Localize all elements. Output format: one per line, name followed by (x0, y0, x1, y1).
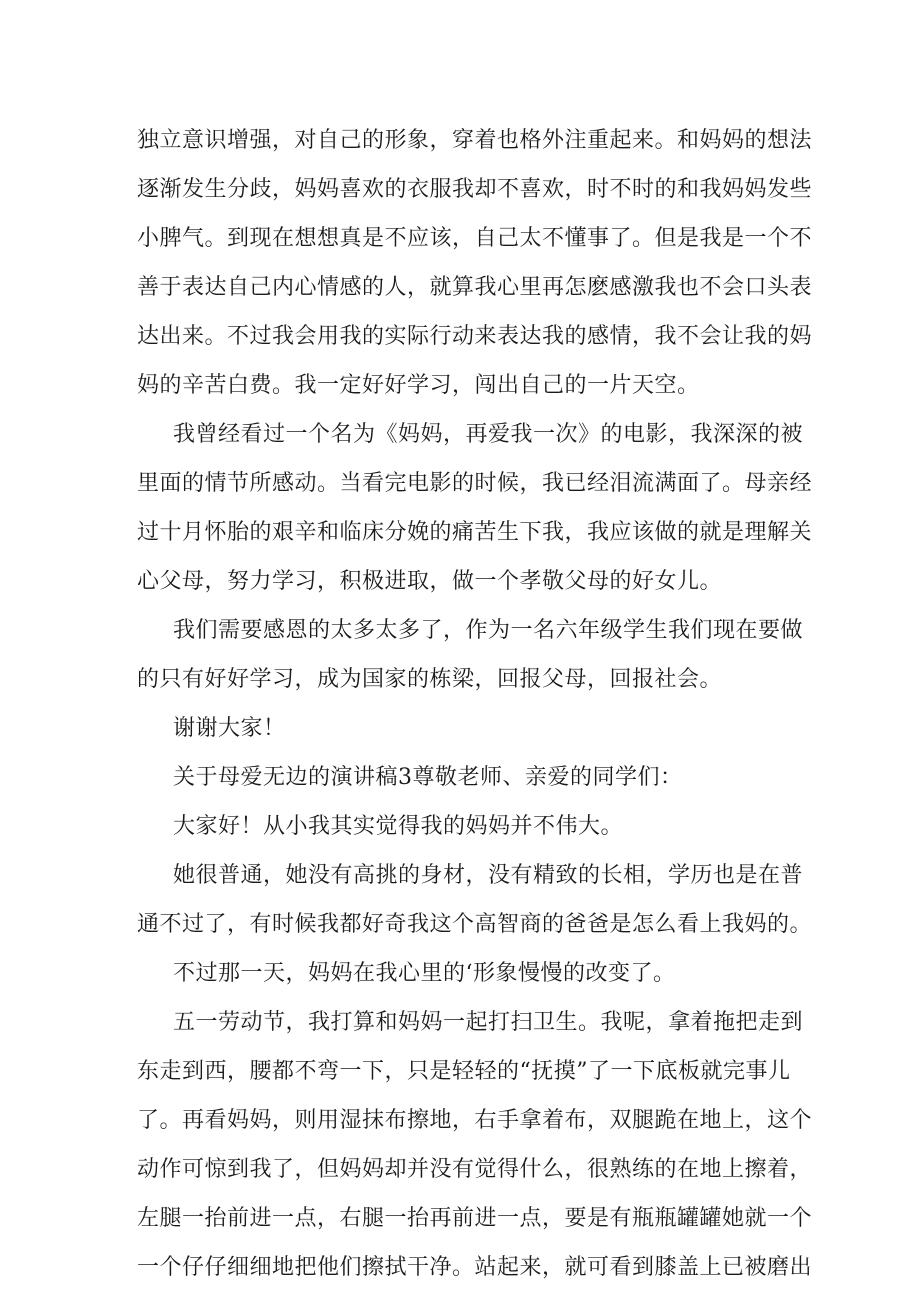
text-line: 东走到西，腰都不弯一下，只是轻轻的“抚摸”了一下底板就完事儿 (137, 1059, 791, 1084)
document-body (137, 116, 813, 1292)
paragraph-first-line: 她很普通，她没有高挑的身材，没有精致的长相，学历也是在普 (173, 863, 804, 888)
text-line: 小脾气。到现在想想真是不应该，自己太不懂事了。但是我是一个不 (137, 226, 813, 251)
text-line: 过十月怀胎的艰辛和临床分娩的痛苦生下我，我应该做的就是理解关 (137, 520, 813, 545)
text-line: 里面的情节所感动。当看完电影的时候，我已经泪流满面了。母亲经 (137, 471, 813, 496)
text-line: 逐渐发生分歧，妈妈喜欢的衣服我却不喜欢，时不时的和我妈妈发些 (137, 177, 813, 202)
paragraph-first-line: 我们需要感恩的太多太多了，作为一名六年级学生我们现在要做 (173, 618, 804, 643)
paragraph-first-line: 我曾经看过一个名为《妈妈，再爱我一次》的电影，我深深的被 (173, 422, 804, 447)
text-line: 善于表达自己内心情感的人，就算我心里再怎麽感激我也不会口头表 (137, 275, 813, 300)
paragraph-first-line: 五一劳动节，我打算和妈妈一起打扫卫生。我呢，拿着拖把走到 (173, 1010, 804, 1035)
section-heading-line: 关于母爱无边的演讲稿3尊敬老师、亲爱的同学们： (173, 765, 683, 790)
text-line: 了。再看妈妈，则用湿抹布擦地，右手拿着布，双腿跪在地上，这个 (137, 1108, 813, 1133)
paragraph-first-line: 大家好！从小我其实觉得我的妈妈并不伟大。 (173, 814, 624, 839)
text-line: 动作可惊到我了，但妈妈却并没有觉得什么，很熟练的在地上擦着， (137, 1157, 813, 1182)
paragraph-first-line: 谢谢大家！ (173, 716, 286, 741)
text-line: 心父母，努力学习，积极进取，做一个孝敬父母的好女儿。 (137, 569, 723, 594)
paragraph-first-line: 不过那一天，妈妈在我心里的‘形象慢慢的改变了。 (173, 961, 676, 986)
text-line: 左腿一抬前进一点，右腿一抬再前进一点，要是有瓶瓶罐罐她就一个 (137, 1206, 813, 1231)
text-line: 独立意识增强，对自己的形象，穿着也格外注重起来。和妈妈的想法 (137, 128, 813, 153)
text-line: 通不过了，有时候我都好奇我这个高智商的爸爸是怎么看上我妈的。 (137, 912, 813, 937)
text-line: 一个仔仔细细地把他们擦拭干净。站起来，就可看到膝盖上已被磨出 (137, 1255, 813, 1280)
text-line: 妈的辛苦白费。我一定好好学习，闯出自己的一片天空。 (137, 373, 700, 398)
text-line: 的只有好好学习，成为国家的栋梁，回报父母，回报社会。 (137, 667, 723, 692)
text-line: 达出来。不过我会用我的实际行动来表达我的感情，我不会让我的妈 (137, 324, 813, 349)
